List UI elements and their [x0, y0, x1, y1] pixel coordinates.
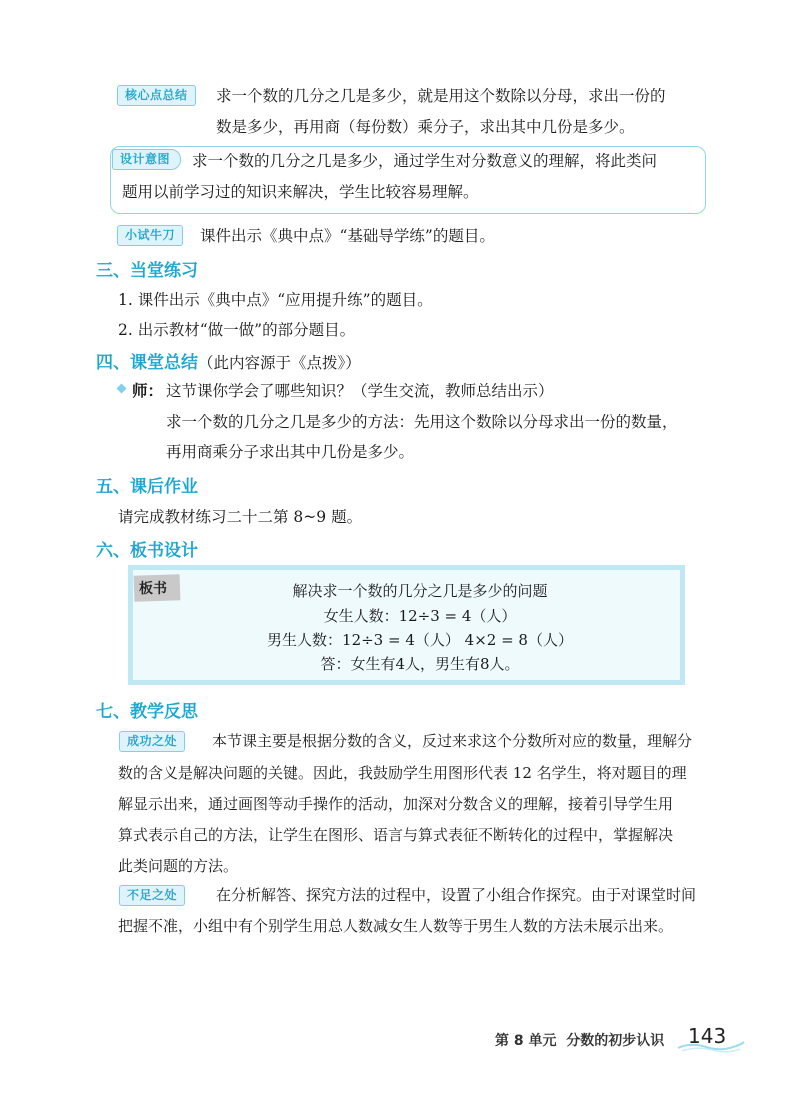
success-line-1: 本节课主要是根据分数的含义，反过来求这个分数所对应的数量，理解分 [212, 732, 693, 750]
teacher-text: 这节课你学会了哪些知识？（学生交流，教师总结出示） [166, 382, 554, 400]
board-line-3: 男生人数：12÷3 = 4（人） 4×2 = 8（人） [267, 631, 573, 649]
footer-unit [495, 1030, 664, 1050]
success-line-5: 此类问题的方法。 [118, 857, 239, 875]
board-line-4: 答：女生有4人，男生有8人。 [320, 655, 520, 673]
page-number: 143 [688, 1024, 727, 1048]
section-3-title: 三、当堂练习 [96, 261, 198, 281]
page-wave-icon [676, 1040, 746, 1054]
core-summary-line-2: 数是多少，再用商（每份数）乘分子，求出其中几份是多少。 [216, 118, 635, 136]
section-5-title: 五、课后作业 [96, 477, 198, 497]
teacher-bullet-icon [117, 384, 127, 394]
section-4-note: （此内容源于《点拨》） [198, 354, 361, 372]
section-6-title: 六、板书设计 [96, 541, 198, 561]
board-line-1: 解决求一个数的几分之几是多少的问题 [292, 582, 548, 600]
try-it-tag: 小试牛刀 [117, 225, 183, 246]
teacher-label: 师： [132, 382, 164, 400]
section-7-title: 七、教学反思 [96, 702, 198, 722]
try-it-text: 课件出示《典中点》“基础导学练”的题目。 [200, 227, 495, 245]
section-3-item-2: 2. 出示教材“做一做”的部分题目。 [118, 321, 356, 339]
section-3-item-1: 1. 课件出示《典中点》“应用提升练”的题目。 [118, 291, 433, 309]
summary-line-2: 再用商乘分子求出其中几份是多少。 [166, 443, 415, 461]
footer-chapter: 分数的初步认识 [566, 1033, 665, 1049]
footer-unit-label: 第 8 单元 [495, 1033, 557, 1049]
summary-line-1: 求一个数的几分之几是多少的方法：先用这个数除以分母求出一份的数量， [166, 413, 678, 431]
design-intent-line-1: 求一个数的几分之几是多少，通过学生对分数意义的理解，将此类问 [192, 152, 658, 170]
section-4-heading [96, 348, 361, 373]
board-line-2: 女生人数：12÷3 = 4（人） [323, 607, 517, 625]
success-line-4: 算式表示自己的方法，让学生在图形、语言与算式表征不断转化的过程中，掌握解决 [118, 826, 674, 844]
shortfall-line-2: 把握不准，小组中有个别学生用总人数减女生人数等于男生人数的方法未展示出来。 [118, 917, 674, 935]
success-line-2: 数的含义是解决问题的关键。因此，我鼓励学生用图形代表 12 名学生，将对题目的理 [118, 764, 687, 782]
core-summary-tag: 核心点总结 [117, 85, 196, 106]
design-intent-tag: 设计意图 [112, 149, 181, 170]
shortfall-tag: 不足之处 [119, 885, 185, 906]
homework-text: 请完成教材练习二十二第 8~9 题。 [118, 508, 363, 526]
section-4-title: 四、课堂总结 [96, 353, 198, 373]
success-tag: 成功之处 [119, 731, 185, 752]
design-intent-line-2: 题用以前学习过的知识来解决，学生比较容易理解。 [122, 183, 479, 201]
shortfall-line-1: 在分析解答、探究方法的过程中，设置了小组合作探究。由于对课堂时间 [216, 886, 697, 904]
success-line-3: 解显示出来，通过画图等动手操作的活动，加深对分数含义的理解，接着引导学生用 [118, 795, 674, 813]
core-summary-line-1: 求一个数的几分之几是多少，就是用这个数除以分母，求出一份的 [216, 87, 666, 105]
board-tag: 板书 [139, 581, 167, 597]
